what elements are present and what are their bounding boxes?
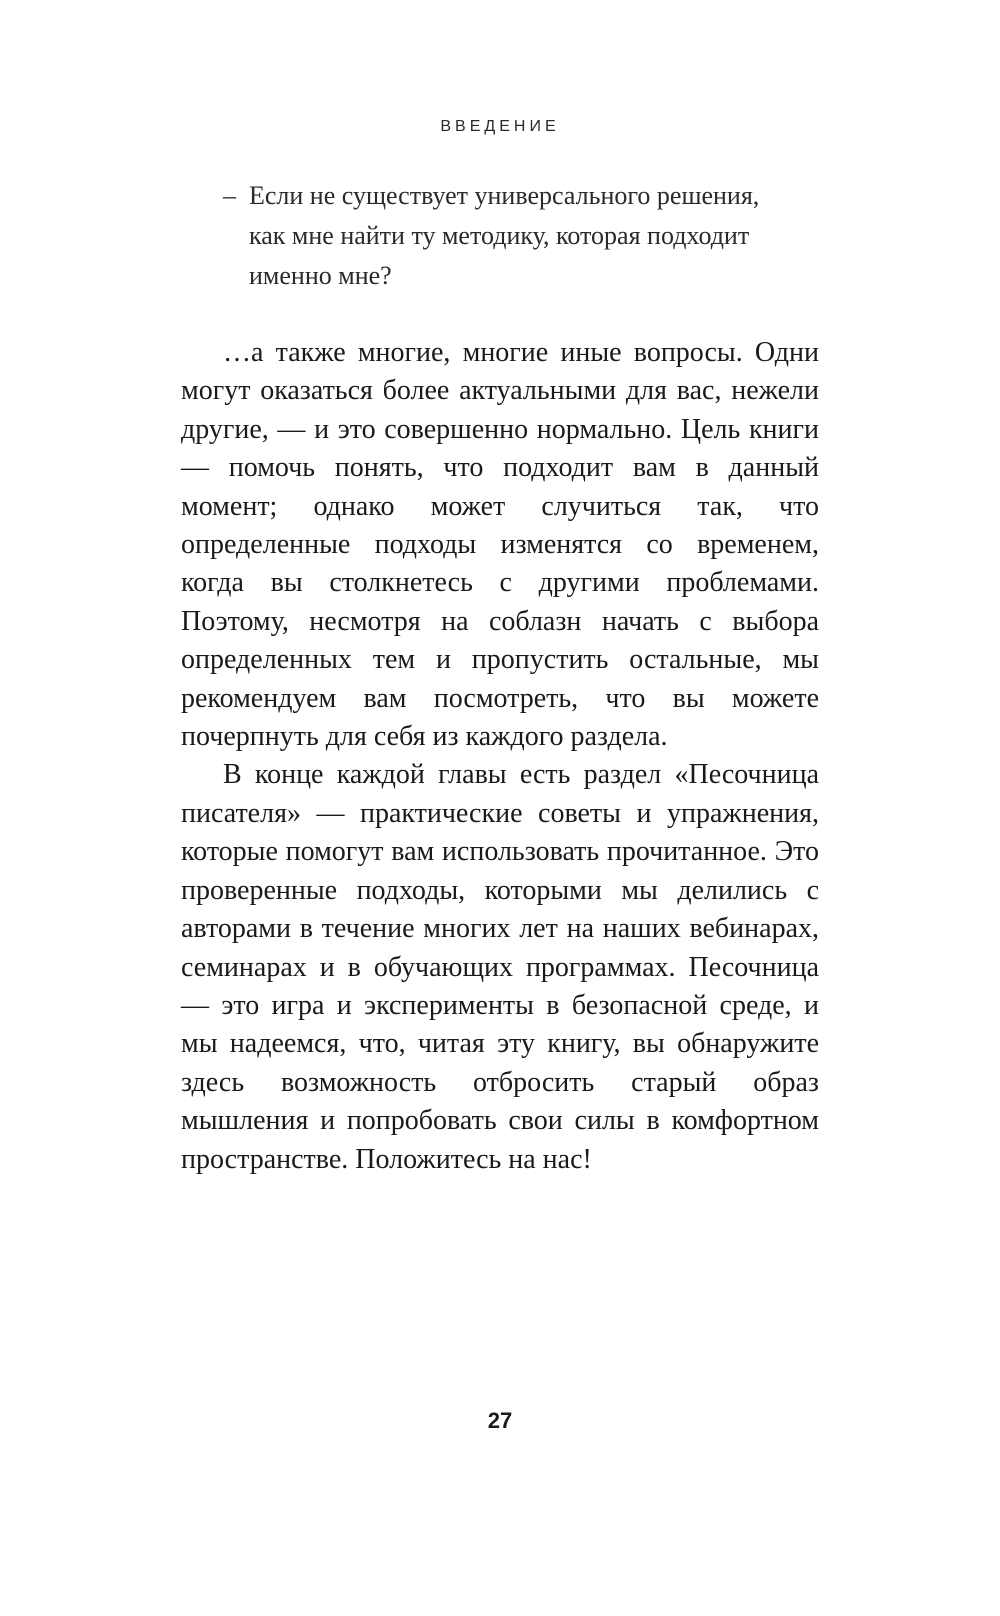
bullet-list [223, 176, 783, 296]
running-head: ВВЕДЕНИЕ [440, 118, 560, 135]
body-text [181, 334, 819, 1179]
list-item [223, 176, 783, 296]
paragraph-1: …а также многие, многие иные вопросы. Одни могут оказаться более актуальными для вас, нежели другие, — и это совершенно нормально. Цель книги — помочь понять, что подходит вам в данный момент; однако может случиться так, что определенные подходы изменятся со временем, когда вы столкнетесь с другими проблемами. Поэтому, несмотря на соблазн начать с выбора определенных тем и пропустить остальные, мы рекомендуем вам посмотреть, что вы можете почерпнуть для себя из каждого раздела. [181, 337, 819, 753]
bullet-text: Если не существует универсального решения, как мне найти ту методику, которая подходит именно мне? [249, 181, 760, 290]
page-number: 27 [487, 1408, 513, 1433]
paragraph-2: В конце каждой главы есть раздел «Песочница писателя» — практические советы и упражнения, которые помогут вам использовать прочитанное. Это проверенные подходы, которыми мы делились с авторами в течение многих лет на наших вебинарах, семинарах и в обучающих программах. Песочница — это игра и эксперименты в безопасной среде, и мы надеемся, что, читая эту книгу, вы обнаружите здесь возможность отбросить старый образ мышления и попробовать свои силы в комфортном пространстве. Положитесь на нас! [181, 759, 819, 1175]
bullet-dash: – [223, 181, 236, 210]
